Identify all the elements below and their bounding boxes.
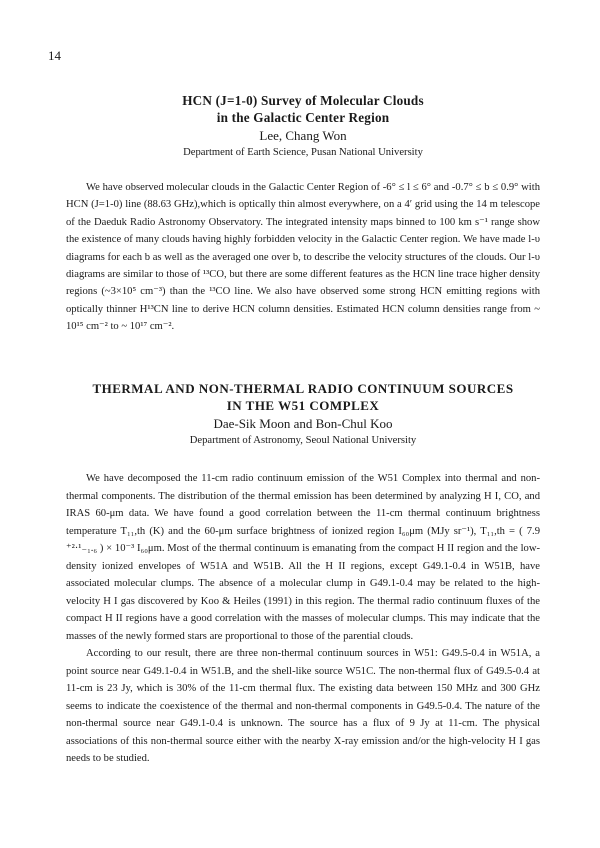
abstract-title	[66, 380, 540, 414]
page-number: 14	[48, 48, 61, 63]
abstract-body	[66, 179, 540, 336]
abstract-w51-continuum	[66, 380, 540, 768]
abstract-authors: Dae-Sik Moon and Bon-Chul Koo	[213, 416, 393, 431]
abstract-paragraph: We have decomposed the 11-cm radio continuum emission of the W51 Complex into thermal and non-thermal components. The distribution of the thermal emission has been determined by analyzing H I, CO, and IRAS 60-μm data. We have found a good correlation between the 11-cm thermal continuum brightness temperature T₁₁,th (K) and the 60-μm surface brightness of ionized region I₆₀μm (MJy sr⁻¹), T₁₁,th = ( 7.9 ⁺²·¹₋₁.₆ ) × 10⁻³ I₆₀μm. Most of the thermal continuum is emanating from the compact H II region and the low-density ionized envelopes of W51A and W51B. All the H II regions, except G49.1-0.4 in W51B, have associated molecular clumps. The absence of a molecular clump in G49.1-0.4 may be related to the high-velocity H I gas discovered by Koo & Heiles (1991) in this region. The thermal radio continuum fluxes of the compact H II regions have a good correlation with the masses of molecular clumps. This may indicate that the masses of the newly formed stars are proportional to those of the parential clouds.	[66, 473, 540, 642]
abstract-authors: Lee, Chang Won	[259, 128, 347, 143]
abstract-affiliation: Department of Earth Science, Pusan National University	[183, 147, 423, 158]
abstract-affiliation: Department of Astronomy, Seoul National University	[189, 435, 417, 446]
title-line-1: THERMAL AND NON-THERMAL RADIO CONTINUUM SOURCES	[92, 381, 514, 396]
abstract-body	[66, 470, 540, 768]
title-line-2: in the Galactic Center Region	[216, 110, 390, 125]
title-line-2: IN THE W51 COMPLEX	[226, 398, 380, 413]
abstract-paragraph: According to our result, there are three non-thermal continuum sources in W51: G49.5-0.4 in W51A, a point source near G49.1-0.4 in W51.B, and the shell-like source W51C. The non-thermal flux of G49.5-0.4 at 11-cm is 23 Jy, which is 30% of the 11-cm thermal flux. The existing data between 150 MHz and 300 GHz seems to indicate the coexistence of the thermal and non-thermal components in G49.5-0.4. The nature of the non-thermal source near G49.1-0.4 is unknown. The source has a flux of 9 Jy at 11-cm. The physical associations of this non-thermal source either with the nearby X-ray emission and/or the high-velocity H I gas needs to be studied.	[66, 648, 540, 764]
abstract-hcn-survey	[66, 92, 540, 336]
title-line-1: HCN (J=1-0) Survey of Molecular Clouds	[182, 93, 424, 108]
abstract-paragraph: We have observed molecular clouds in the Galactic Center Region of -6° ≤ l ≤ 6° and -0.7° ≤ b ≤ 0.9° with HCN (J=1-0) line (88.63 GHz),which is optically thin almost everywhere, on a 4′ grid using the 14 m telescope of the Daeduk Radio Astronomy Observatory. The integrated intensity maps binned to 100 km s⁻¹ range show the existence of many clouds having highly forbidden velocity in the Galactic Center region. We have made l-υ diagrams for each b as well as the averaged one over b, to describe the velocity structures of the clouds. Our l-υ diagrams are similar to those of ¹³CO, but there are some different features as the HCN line trace higher density regions (~3×10⁵ cm⁻³) than the ¹³CO line. We also have observed some strong HCN emitting regions with optically thinner H¹³CN line to derive HCN column densities. Estimated HCN column densities range from ~ 10¹⁵ cm⁻² to ~ 10¹⁷ cm⁻².	[66, 182, 540, 333]
abstract-title	[66, 92, 540, 126]
